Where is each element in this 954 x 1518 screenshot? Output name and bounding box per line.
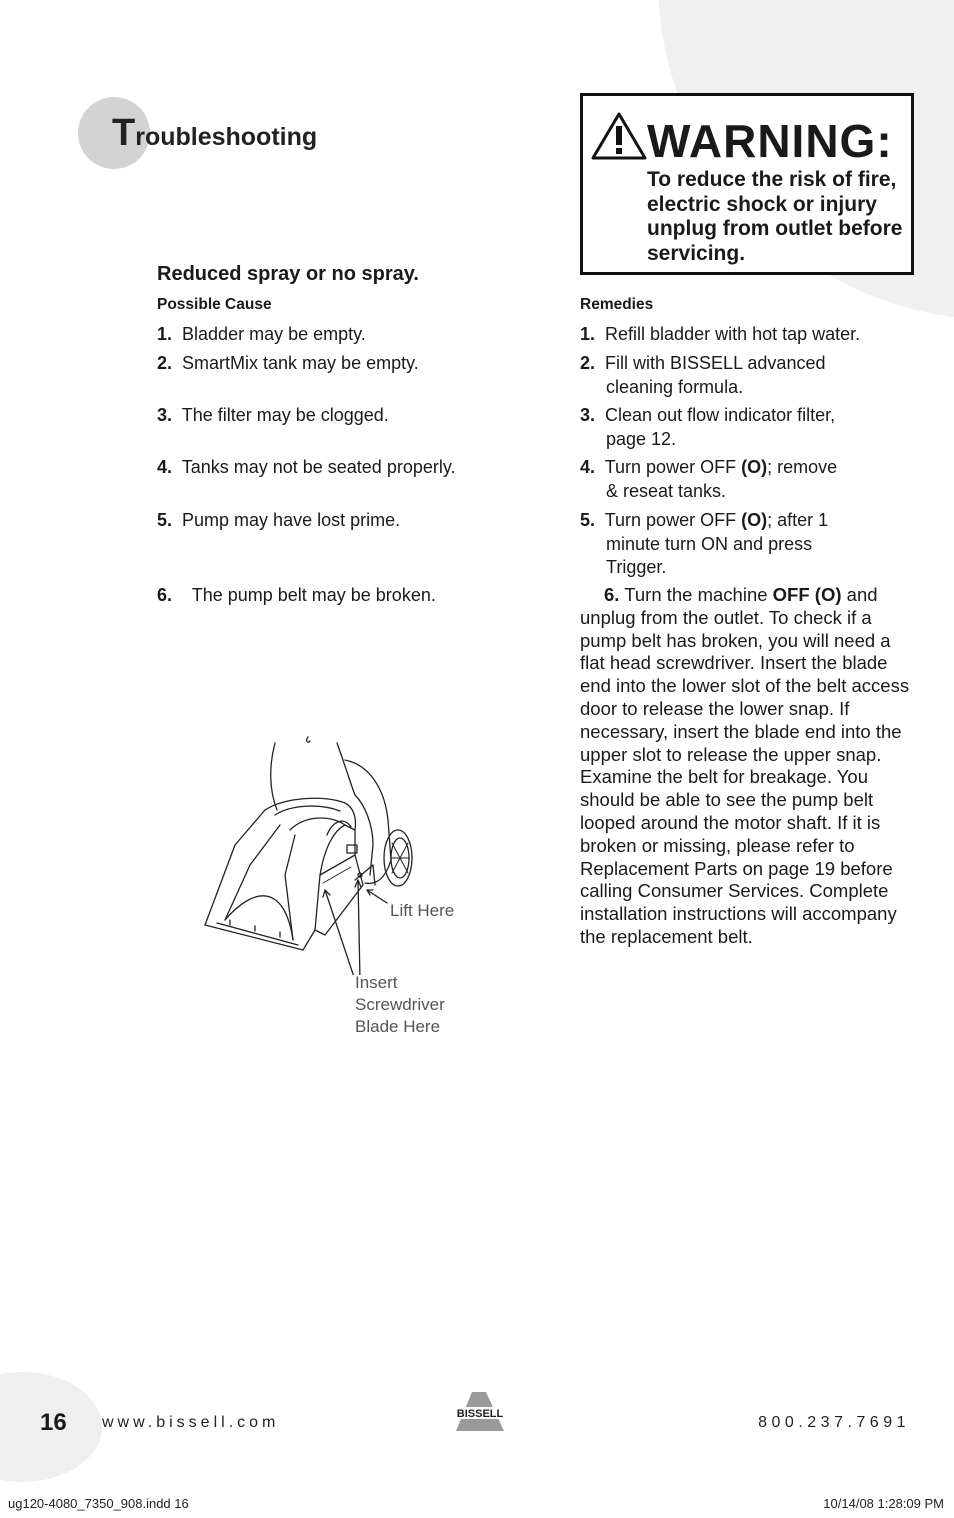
title-rest: roubleshooting — [135, 123, 318, 151]
remedy-item: 6. Turn the machine OFF (O) and unplug from the outlet. To check if a pump belt has broken, you will need a flat head screwdriver. Insert the blade end into the lower slot of the belt access door to release the lower snap. If necessary, insert the blade end into the upper slot to release the upper snap. Examine the belt for breakage. You should be able to see the pump belt looped around the motor shaft. If it is broken or missing, please refer to Replacement Parts on page 19 before calling Consumer Services. Complete installation instructions will accompany the replacement belt. — [580, 584, 910, 947]
page-number: 16 — [40, 1409, 67, 1436]
warning-box — [580, 93, 914, 275]
remedy-item: 1. Refill bladder with hot tap water. — [580, 324, 861, 344]
remedy-item: 4. Turn power OFF (O); remove & reseat tanks. — [580, 457, 838, 501]
remedy-item: 2. Fill with BISSELL advanced cleaning formula. — [580, 353, 826, 397]
warning-title: WARNING: — [647, 115, 893, 167]
lift-here-label: Lift Here — [390, 901, 455, 920]
remedy-item: 3. Clean out flow indicator filter, page 12. — [580, 405, 836, 449]
cause-item: 6. The pump belt may be broken. — [157, 585, 436, 605]
phone-number: 800.237.7691 — [758, 1414, 910, 1431]
cause-item: 4. Tanks may not be seated properly. — [157, 457, 456, 477]
cause-item: 3. The filter may be clogged. — [157, 405, 389, 425]
website-url: www.bissell.com — [102, 1414, 280, 1431]
cleaner-belt-access-illustration — [195, 735, 425, 975]
cause-item: 5. Pump may have lost prime. — [157, 510, 401, 530]
remedy-column-header: Remedies — [580, 296, 654, 313]
warning-text: To reduce the risk of fire, electric shock or injury unplug from outlet before servicing. — [647, 168, 903, 265]
file-slug: ug120-4080_7350_908.indd 16 — [8, 1496, 189, 1511]
file-timestamp: 10/14/08 1:28:09 PM — [823, 1496, 944, 1511]
warning-triangle-icon — [591, 111, 647, 161]
cause-item: 1. Bladder may be empty. — [157, 324, 366, 344]
problem-heading: Reduced spray or no spray. — [157, 263, 419, 285]
insert-screwdriver-label: Insert Screwdriver Blade Here — [355, 973, 445, 1036]
cause-column-header: Possible Cause — [157, 296, 272, 313]
title-initial: T — [112, 112, 136, 154]
remedy-item: 5. Turn power OFF (O); after 1 minute turn ON and press Trigger. — [580, 510, 829, 577]
cause-item: 2. SmartMix tank may be empty. — [157, 353, 419, 373]
bissell-logo — [452, 1389, 508, 1433]
svg-text:BISSELL: BISSELL — [456, 1408, 504, 1420]
